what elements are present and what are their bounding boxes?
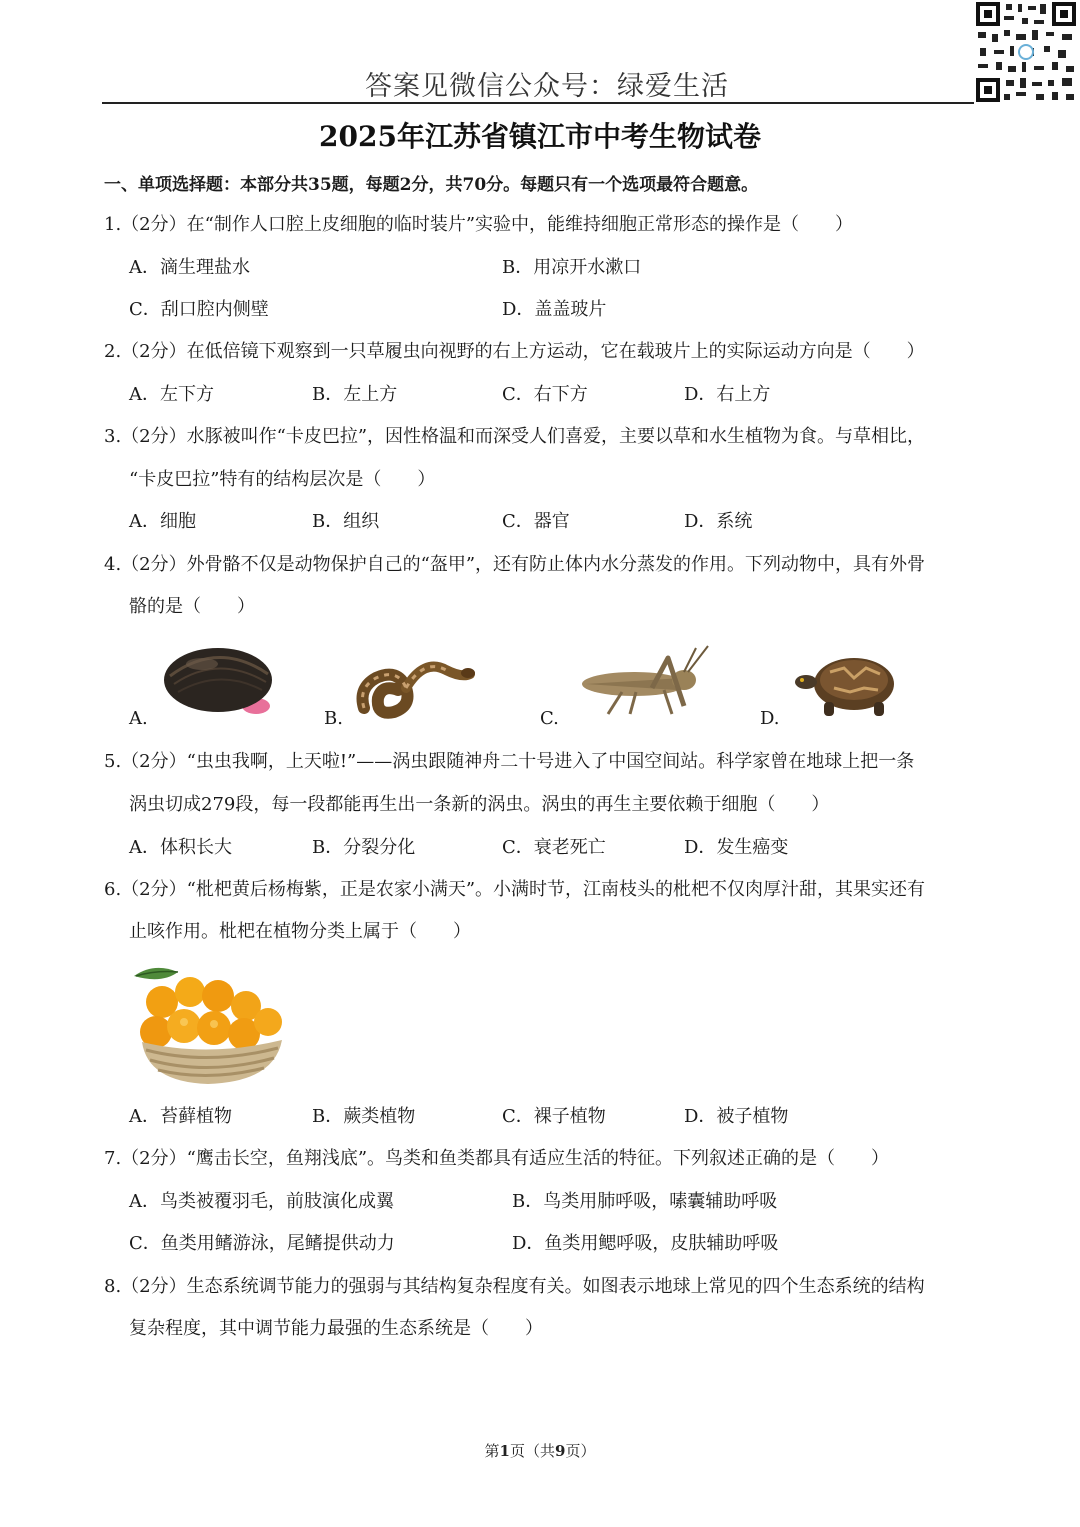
question-2-option-a: A．左下方 <box>129 384 214 405</box>
question-3-option-c: C．器官 <box>502 511 570 532</box>
question-6-option-a: A．苔藓植物 <box>129 1106 232 1127</box>
question-4-text-line1: 4.（2分）外骨骼不仅是动物保护自己的“盔甲”，还有防止体内水分蒸发的作用。下列动物中，具有外骨 <box>104 554 926 575</box>
question-1-option-a: A．滴生理盐水 <box>129 257 250 278</box>
question-3-option-d: D．系统 <box>684 511 753 532</box>
question-4-option-a-label: A. <box>129 708 148 729</box>
question-6-text-line1: 6.（2分）“枇杷黄后杨梅紫，正是农家小满天”。小满时节，江南枝头的枇杷不仅肉厚汁甜，其果实还有 <box>104 879 926 900</box>
header-watermark: 答案见微信公众号：绿爱生活 <box>365 71 729 102</box>
question-2-option-c: C．右下方 <box>502 384 588 405</box>
question-7-text: 7.（2分）“鹰击长空，鱼翔浅底”。鸟类和鱼类都具有适应生活的特征。下列叙述正确的是（ ） <box>104 1148 890 1169</box>
loquat-basket-image <box>128 962 288 1088</box>
question-6-option-c: C．裸子植物 <box>502 1106 606 1127</box>
question-5-text-line1: 5.（2分）“虫虫我啊，上天啦!”——涡虫跟随神舟二十号进入了中国空间站。科学家曾在地球上把一条 <box>104 751 915 772</box>
question-3-option-b: B．组织 <box>312 511 380 532</box>
question-2-option-b: B．左上方 <box>312 384 398 405</box>
qr-code-icon <box>974 0 1078 104</box>
question-6-text-line2: 止咳作用。枇杷在植物分类上属于（ ） <box>129 921 471 942</box>
page-footer <box>0 1440 1080 1461</box>
question-5-option-d: D．发生癌变 <box>684 837 789 858</box>
question-5-option-c: C．衰老死亡 <box>502 837 606 858</box>
question-6-option-b: B．蕨类植物 <box>312 1106 416 1127</box>
question-4-text-line2: 骼的是（ ） <box>129 596 255 617</box>
question-6-option-d: D．被子植物 <box>684 1106 789 1127</box>
question-4-option-b-label: B. <box>324 708 343 729</box>
question-7-option-a: A．鸟类被覆羽毛，前肢演化成翼 <box>129 1191 394 1212</box>
question-5-option-a: A．体积长大 <box>129 837 232 858</box>
question-7-option-b: B．鸟类用肺呼吸，嗉囊辅助呼吸 <box>512 1191 778 1212</box>
question-4-option-c-label: C. <box>540 708 559 729</box>
turtle-icon <box>794 648 906 720</box>
footer-total-pages: 9 <box>555 1442 566 1460</box>
question-1-text: 1.（2分）在“制作人口腔上皮细胞的临时装片”实验中，能维持细胞正常形态的操作是（ ） <box>104 214 854 235</box>
question-2-text: 2.（2分）在低倍镜下观察到一只草履虫向视野的右上方运动，它在载玻片上的实际运动方向是（ ） <box>104 341 925 362</box>
question-8-text-line2: 复杂程度，其中调节能力最强的生态系统是（ ） <box>129 1318 543 1339</box>
snake-icon <box>354 648 476 724</box>
question-3-text-line1: 3.（2分）水豚被叫作“卡皮巴拉”，因性格温和而深受人们喜爱，主要以草和水生植物为食。与草相比， <box>104 426 926 447</box>
footer-page-number: 1 <box>499 1442 510 1460</box>
footer-mid: 页（共 <box>509 1442 555 1460</box>
footer-prefix: 第 <box>484 1442 500 1460</box>
question-4-option-d-label: D. <box>760 708 780 729</box>
question-2-option-d: D．右上方 <box>684 384 771 405</box>
question-5-text-line2: 涡虫切成279段，每一段都能再生出一条新的涡虫。涡虫的再生主要依赖于细胞（ ） <box>129 794 830 815</box>
question-1-option-c: C．刮口腔内侧壁 <box>129 299 269 320</box>
clam-icon <box>160 640 278 722</box>
question-5-option-b: B．分裂分化 <box>312 837 416 858</box>
question-7-option-d: D．鱼类用鳃呼吸，皮肤辅助呼吸 <box>512 1233 779 1254</box>
question-3-text-line2: “卡皮巴拉”特有的结构层次是（ ） <box>129 469 436 490</box>
grasshopper-icon <box>572 644 712 720</box>
question-1-option-d: D．盖盖玻片 <box>502 299 607 320</box>
question-1-option-b: B．用凉开水漱口 <box>502 257 642 278</box>
question-3-option-a: A．细胞 <box>129 511 196 532</box>
question-8-text-line1: 8.（2分）生态系统调节能力的强弱与其结构复杂程度有关。如图表示地球上常见的四个生态系统的结构 <box>104 1276 925 1297</box>
section-heading: 一、单项选择题：本部分共35题，每题2分，共70分。每题只有一个选项最符合题意。 <box>104 175 759 195</box>
header-divider <box>102 102 977 104</box>
page-title: 2025年江苏省镇江市中考生物试卷 <box>319 120 761 153</box>
footer-suffix: 页） <box>565 1442 596 1460</box>
question-7-option-c: C．鱼类用鳍游泳，尾鳍提供动力 <box>129 1233 395 1254</box>
